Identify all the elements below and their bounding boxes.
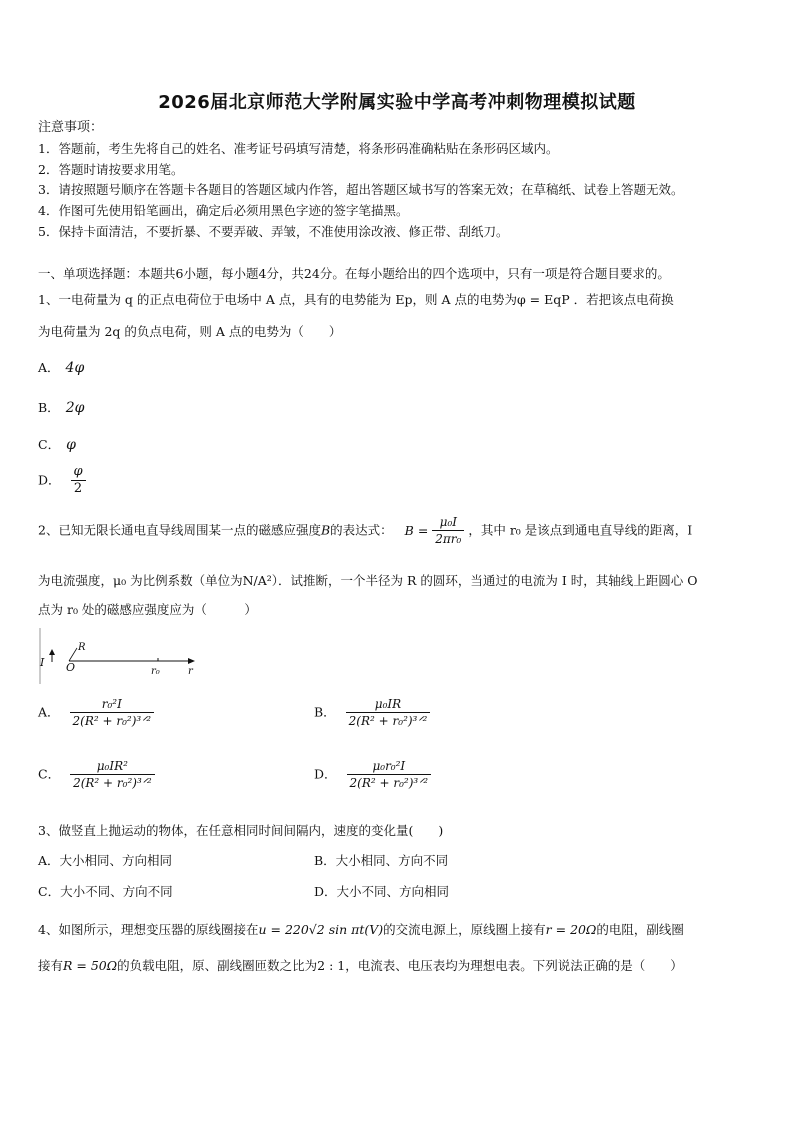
q2-text: 2、已知无限长通电直导线周围某一点的磁感应强度 — [38, 522, 321, 538]
fraction-numerator: μ₀I — [432, 514, 464, 531]
notice-item: 2．答题时请按要求用笔。 — [38, 162, 184, 177]
notice-item: 5．保持卡面清洁，不要折暴、不要弄破、弄皱，不准使用涂改液、修正带、刮纸刀。 — [38, 224, 509, 239]
notice-heading: 注意事项： — [38, 120, 104, 135]
q3-option-d[interactable]: D．大小不同、方向相同 — [314, 884, 450, 899]
q2-text: ，其中 r₀ 是该点到通电直导线的距离，I — [468, 522, 693, 538]
q2-option-d[interactable] — [314, 758, 431, 791]
q2-option-a[interactable] — [38, 696, 154, 729]
option-label: C． — [38, 437, 61, 452]
option-label: B． — [314, 704, 336, 720]
option-label: D． — [38, 472, 61, 488]
q3-stem: 3、做竖直上抛运动的物体，在任意相同时间间隔内，速度的变化量( ) — [38, 823, 444, 838]
fraction-denominator: 2(R² + r₀²)³ᐟ² — [348, 714, 428, 728]
option-label: A． — [38, 360, 60, 375]
option-value: φ — [66, 437, 76, 453]
label-O: O — [66, 661, 76, 674]
q1-option-c[interactable] — [38, 437, 76, 453]
q4-text: 4、如图所示，理想变压器的原线圈接在 — [38, 922, 259, 937]
fraction-numerator: μ₀r₀²I — [347, 758, 432, 775]
q4-resistor-R: R = 50Ω — [63, 958, 118, 973]
q2-option-c[interactable] — [38, 758, 155, 791]
q4-resistor-r: r = 20Ω — [545, 922, 597, 937]
q3-option-a[interactable]: A．大小相同、方向相同 — [38, 853, 173, 868]
notice-item: 3．请按照题号顺序在答题卡各题目的答题区域内作答，超出答题区域书写的答案无效；在草稿纸、试卷上答题无效。 — [38, 182, 684, 197]
option-fraction — [70, 696, 155, 729]
q4-text: 接有 — [38, 958, 64, 973]
q3-option-b[interactable]: B．大小相同、方向不同 — [314, 853, 449, 868]
notice-item: 4．作图可先使用铅笔画出，确定后必须用黑色字迹的签字笔描黑。 — [38, 203, 409, 218]
q4-text: 的交流电源上，原线圈上接有 — [383, 922, 546, 937]
notice-item: 1．答题前，考生先将自己的姓名、准考证号码填写清楚，将条形码准确粘贴在条形码区域内。 — [38, 141, 559, 156]
option-value: 4φ — [65, 360, 85, 376]
q1-stem-line1: 1、一电荷量为 q 的正点电荷位于电场中 A 点，具有的电势能为 Ep，则 A 点的电势为φ = EqP ．若把该点电荷换 — [38, 292, 674, 307]
q2-stem-line1 — [38, 514, 692, 547]
q2-symbol-B: B — [320, 522, 331, 538]
q4-stem-line2 — [38, 958, 683, 974]
fraction-denominator: 2πr₀ — [435, 532, 462, 546]
label-R: R — [78, 642, 86, 653]
fraction-denominator: 2(R² + r₀²)³ᐟ² — [72, 714, 152, 728]
q1-stem-line2: 为电荷量为 2q 的负点电荷，则 A 点的电势为（ ） — [38, 324, 342, 339]
q1-option-d[interactable] — [38, 464, 86, 497]
formula-lhs: B = — [404, 522, 429, 538]
q2-option-b[interactable] — [314, 696, 430, 729]
label-r0: r₀ — [151, 666, 160, 677]
fraction-denominator: 2(R² + r₀²)³ᐟ² — [73, 776, 152, 790]
q4-text: 的负载电阻，原、副线圈匝数之比为 — [117, 958, 318, 973]
ring-axis-diagram — [38, 628, 198, 686]
label-r: r — [188, 666, 193, 677]
fraction-numerator: r₀²I — [70, 696, 155, 713]
q2-figure — [38, 628, 198, 686]
fraction-numerator: μ₀IR — [346, 696, 431, 713]
option-label: B． — [38, 400, 60, 415]
q2-text: 的表达式： — [330, 522, 393, 538]
section-heading: 一、单项选择题：本题共6小题，每小题4分，共24分。在每小题给出的四个选项中，只有一项是符合题目要求的。 — [38, 266, 670, 281]
fraction-denominator: 2(R² + r₀²)³ᐟ² — [349, 776, 429, 790]
option-label: A． — [38, 704, 60, 720]
q2-stem-line2: 为电流强度，μ₀ 为比例系数（单位为N/A²）．试推断，一个半径为 R 的圆环，当通过的电流为 I 时，其轴线上距圆心 O — [38, 573, 698, 588]
page-title: 2026届北京师范大学附属实验中学高考冲刺物理模拟试题 — [158, 92, 636, 113]
label-I: I — [40, 656, 45, 669]
option-value: 2φ — [65, 400, 85, 416]
q4-ratio: 2 : 1 — [317, 958, 346, 973]
option-label: C． — [38, 766, 61, 782]
option-label: D． — [314, 766, 337, 782]
q2-formula-fraction — [432, 514, 464, 547]
fraction-denominator: 2 — [73, 481, 83, 496]
q4-text: 的电阻，副线圈 — [596, 922, 684, 937]
option-fraction — [71, 464, 86, 497]
q1-option-a[interactable] — [38, 360, 84, 376]
option-fraction — [346, 696, 431, 729]
q4-text: ，电流表、电压表均为理想电表。下列说法正确的是（ ） — [345, 958, 683, 973]
option-fraction — [347, 758, 432, 791]
q2-stem-line3: 点为 r₀ 处的磁感应强度应为（ ） — [38, 602, 257, 617]
fraction-numerator: φ — [71, 464, 86, 481]
q1-option-b[interactable] — [38, 400, 84, 416]
option-fraction — [70, 758, 155, 791]
q4-stem-line1 — [38, 922, 684, 938]
q4-formula: u = 220√2 sin πt(V) — [258, 922, 384, 937]
q3-option-c[interactable]: C．大小不同、方向不同 — [38, 884, 173, 899]
fraction-numerator: μ₀IR² — [70, 758, 155, 775]
